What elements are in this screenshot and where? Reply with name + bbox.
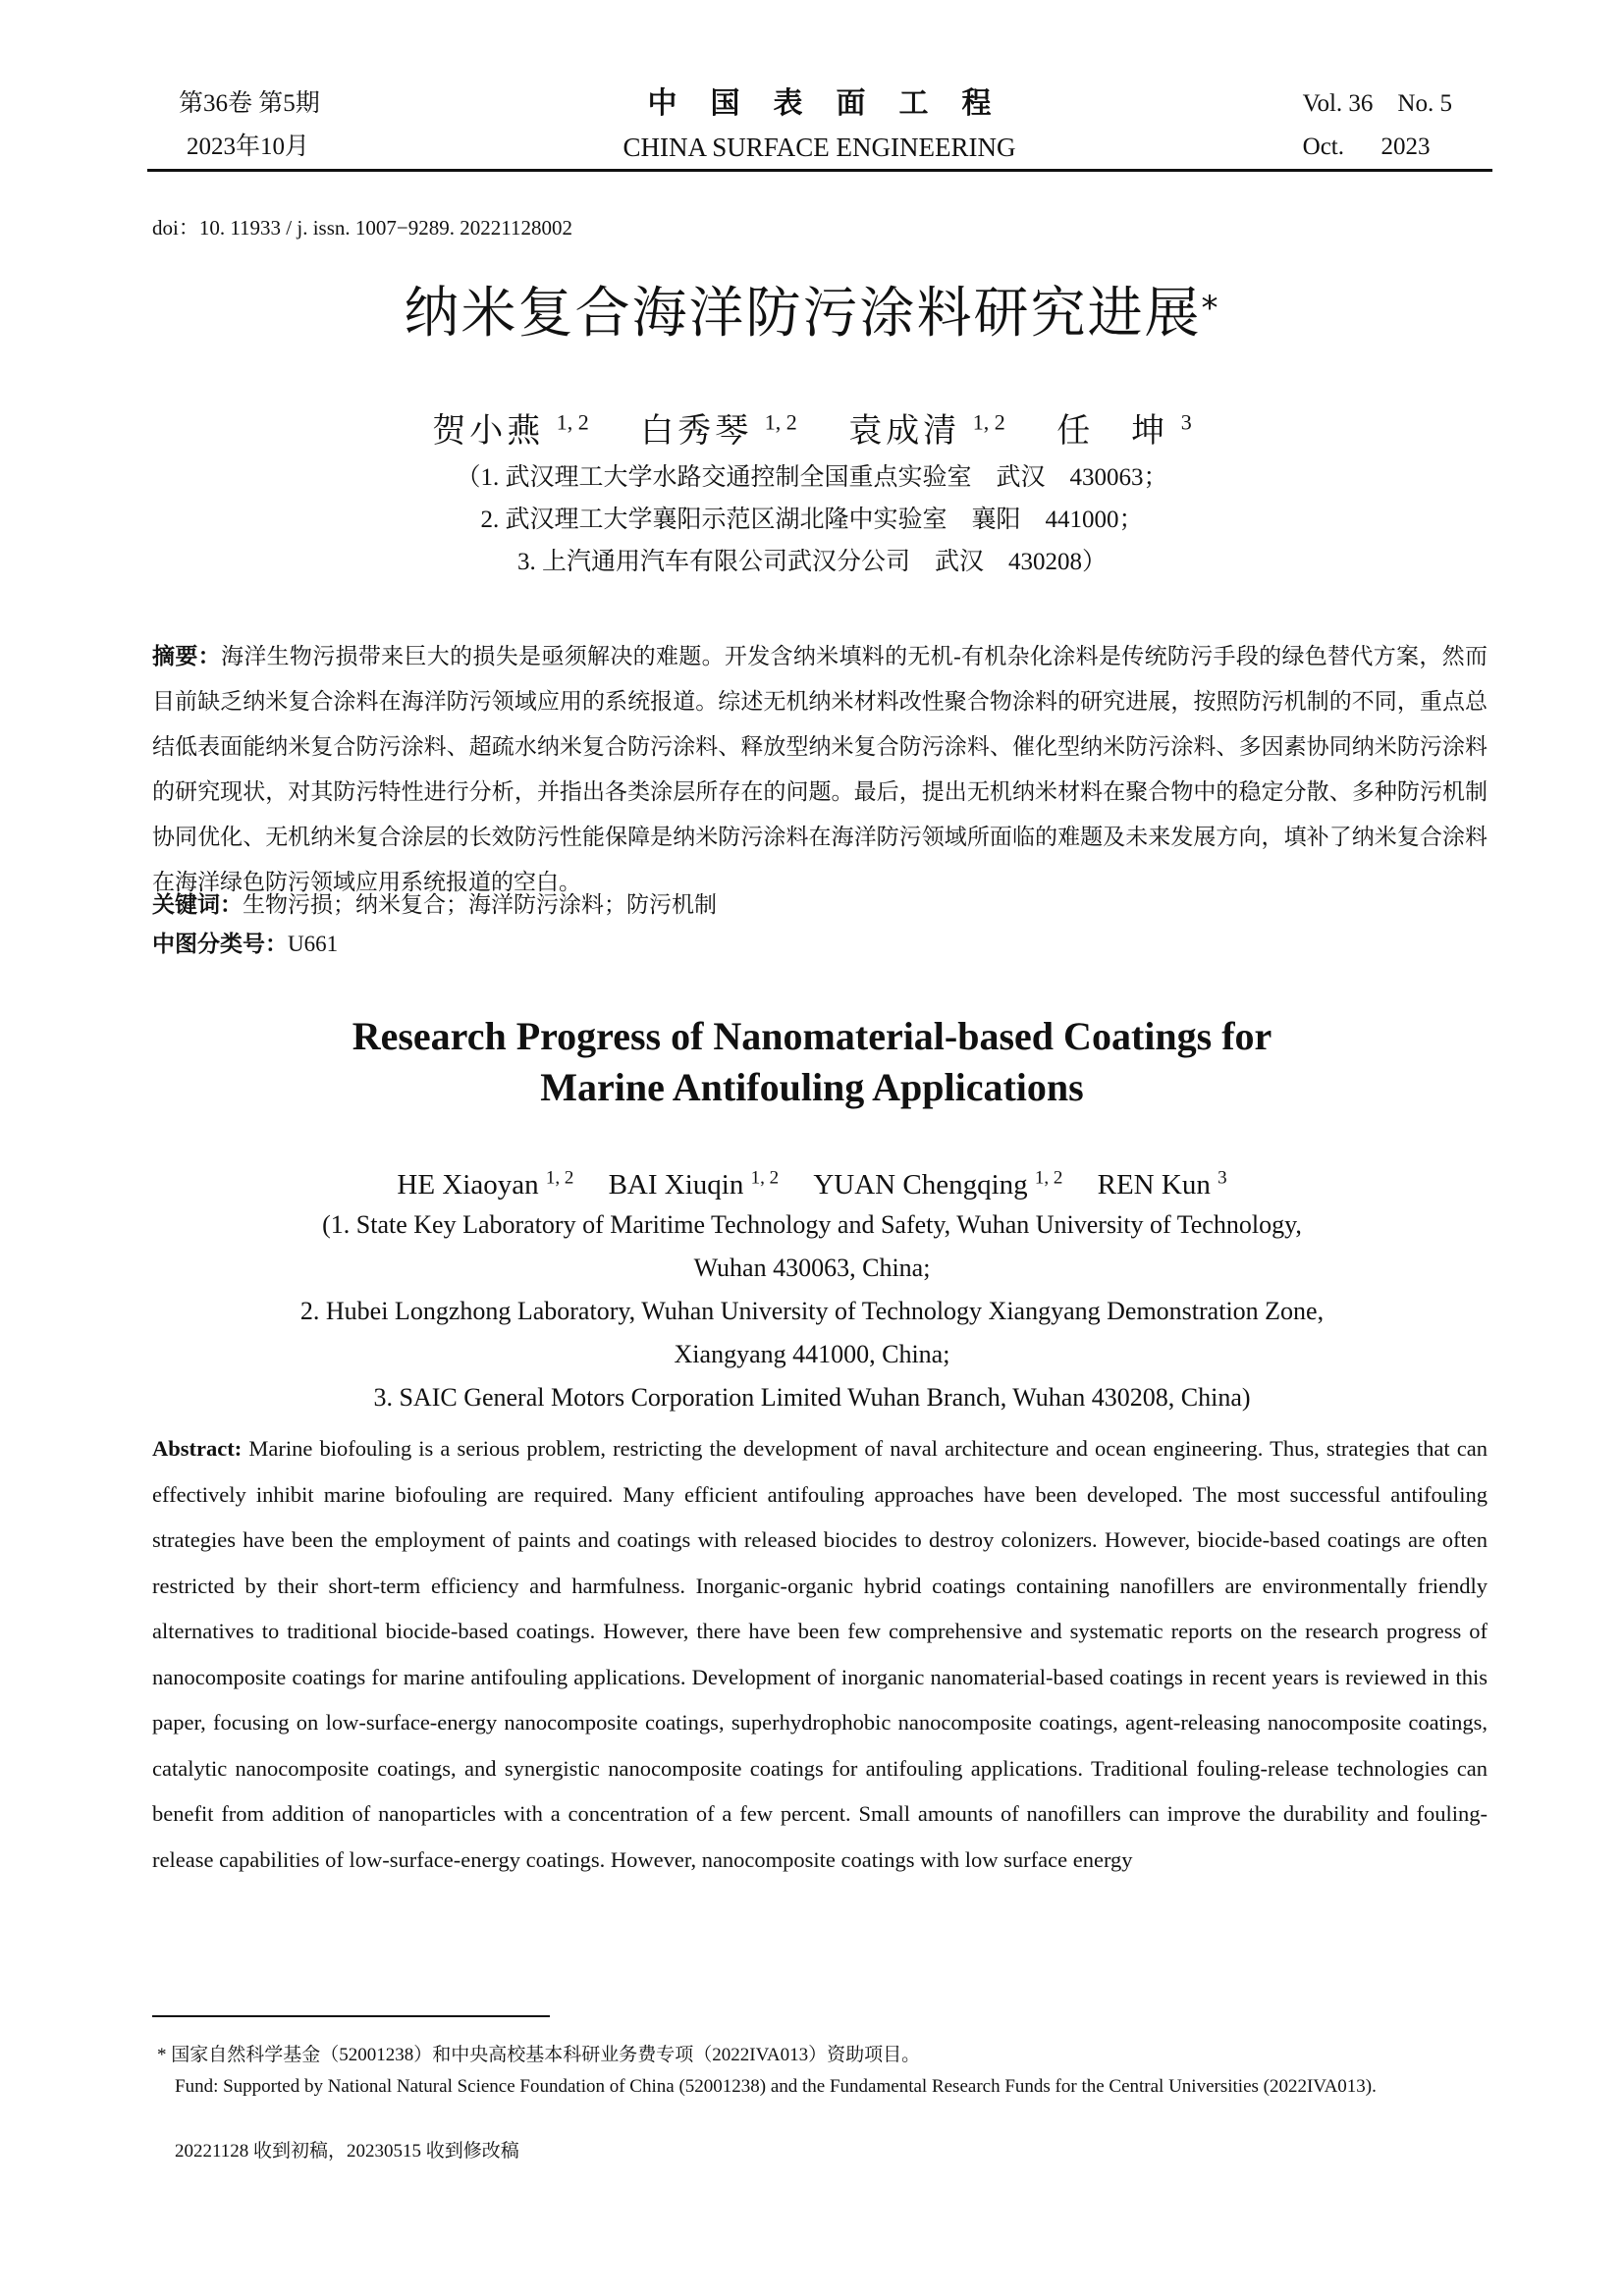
volume-issue-en: Vol. 36 No. 5 — [1302, 90, 1452, 117]
author-cn-affil: 1, 2 — [764, 410, 797, 435]
title-en-line: Research Progress of Nanomaterial-based Coatings for — [352, 1014, 1272, 1058]
author-en — [397, 1169, 573, 1201]
authors-en — [0, 1156, 1624, 1206]
clc-text: U661 — [288, 932, 339, 956]
author-en-name: HE Xiaoyan — [397, 1168, 539, 1201]
author-cn-affil: 3 — [1180, 410, 1192, 435]
author-en — [813, 1169, 1062, 1201]
journal-name-cn: 中国表面工程 — [647, 87, 1025, 120]
affiliation-en: Wuhan 430063, China; — [693, 1254, 931, 1282]
keywords-cn-text: 生物污损；纳米复合；海洋防污涂料；防污机制 — [243, 892, 717, 917]
date-en: Oct. 2023 — [1302, 133, 1431, 160]
date-cn: 2023年10月 — [187, 133, 310, 160]
header-right — [1303, 82, 1452, 169]
running-header — [147, 79, 1491, 169]
affiliation-en: 2. Hubei Longzhong Laboratory, Wuhan University of Technology Xiangyang Demonstration Zone, — [299, 1297, 1325, 1325]
affiliations-en — [0, 1203, 1624, 1419]
authors-cn — [0, 398, 1624, 457]
title-en-line: Marine Antifouling Applications — [540, 1065, 1084, 1109]
author-en-affil: 1, 2 — [545, 1167, 574, 1188]
abstract-cn-text: 海洋生物污损带来巨大的损失是亟须解决的难题。开发含纳米填料的无机-有机杂化涂料是传统防污手段的绿色替代方案，然而目前缺乏纳米复合涂料在海洋防污领域应用的系统报道。综述无机纳米材料改性聚合物涂料的研究进展，按照防污机制的不同，重点总结低表面能纳米复合防污涂料、超疏水纳米复合防污涂料、释放型纳米复合防污涂料、催化型纳米防污涂料、多因素协同纳米防污涂料的研究现状，对其防污特性进行分析，并指出各类涂层所存在的问题。最后，提出无机纳米材料在聚合物中的稳定分散、多种防污机制协同优化、无机纳米复合涂层的长效防污性能保障是纳米防污涂料在海洋防污领域所面临的难题及未来发展方向，填补了纳米复合涂料在海洋绿色防污领域应用系统报道的空白。 — [152, 644, 1488, 894]
footnote-rule — [152, 2015, 550, 2017]
abstract-cn-label: 摘要： — [152, 644, 221, 668]
author-cn-name: 白秀琴 — [640, 413, 753, 451]
affiliation-cn: 2. 武汉理工大学襄阳示范区湖北隆中实验室 襄阳 441000； — [480, 507, 1144, 533]
author-cn-name: 袁成清 — [848, 413, 961, 451]
header-center — [147, 82, 1491, 169]
author-cn-name: 任 坤 — [1056, 413, 1169, 451]
affiliation-cn: （1. 武汉理工大学水路交通控制全国重点实验室 武汉 430063； — [456, 464, 1168, 491]
author-cn — [432, 410, 589, 451]
title-cn — [0, 275, 1624, 353]
author-cn — [640, 410, 797, 451]
author-en — [1098, 1169, 1227, 1201]
footnote-funding-cn: * 国家自然科学基金（52001238）和中央高校基本科研业务费专项（2022IVA013）资助项目。 — [157, 2045, 921, 2065]
author-cn-name: 贺小燕 — [432, 413, 545, 451]
affiliations-cn — [0, 456, 1624, 583]
title-cn-text: 纳米复合海洋防污涂料研究进展 — [404, 282, 1202, 346]
header-rule — [147, 169, 1492, 172]
abstract-cn — [152, 634, 1488, 905]
author-cn-affil: 1, 2 — [556, 410, 589, 435]
affiliation-cn: 3. 上汽通用汽车有限公司武汉分公司 武汉 430208） — [516, 549, 1107, 575]
footnote-received: 20221128 收到初稿，20230515 收到修改稿 — [175, 2141, 519, 2162]
author-cn-affil: 1, 2 — [972, 410, 1005, 435]
abstract-en-text: Marine biofouling is a serious problem, restricting the development of naval architecture and ocean engineering. Thus, strategies that can effectively inhibit marine biofouling are required. Many efficient antifouling approaches have been developed. The most successful antifouling strategies have been the employment of paints and coatings with released biocides to destroy colonizers. However, biocide-based coatings are often restricted by their short-term efficiency and harmfulness. Inorganic-organic hybrid coatings containing nanofillers are environmentally friendly alternatives to traditional biocide-based coatings. However, there have been few comprehensive and systematic reports on the research progress of nanocomposite coatings for marine antifouling applications. Development of inorganic nanomaterial-based coatings in recent years is reviewed in this paper, focusing on low-surface-energy nanocomposite coatings, superhydrophobic nanocomposite coatings, agent-releasing nanocomposite coatings, catalytic nanocomposite coatings, and synergistic nanocomposite coatings for antifouling applications. Traditional fouling-release technologies can benefit from addition of nanoparticles with a concentration of a few percent. Small amounts of nanofillers can improve the durability and fouling-release capabilities of low-surface-energy coatings. However, nanocomposite coatings with low surface energy — [152, 1436, 1488, 1872]
keywords-cn — [152, 885, 717, 925]
volume-issue-cn: 第36卷 第5期 — [179, 90, 320, 117]
clc-label: 中图分类号： — [152, 932, 288, 956]
keywords-cn-label: 关键词： — [152, 892, 243, 917]
author-en-name: REN Kun — [1097, 1168, 1211, 1201]
author-en-affil: 1, 2 — [1034, 1167, 1063, 1188]
clc-number — [152, 925, 338, 964]
footnote-funding-en: Fund: Supported by National Natural Science Foundation of China (52001238) and the Fundamental Research Funds for the Central Universities (2022IVA013). — [175, 2076, 1377, 2097]
author-en-affil: 1, 2 — [750, 1167, 780, 1188]
author-en-name: YUAN Chengqing — [813, 1168, 1028, 1201]
journal-name-en: CHINA SURFACE ENGINEERING — [623, 133, 1016, 162]
abstract-en-label: Abstract: — [152, 1436, 243, 1461]
author-en-name: BAI Xiuqin — [608, 1168, 744, 1201]
affiliation-en: (1. State Key Laboratory of Maritime Technology and Safety, Wuhan University of Technology, — [322, 1210, 1302, 1239]
abstract-en — [152, 1426, 1488, 1883]
affiliation-en: Xiangyang 441000, China; — [674, 1340, 950, 1368]
title-cn-footnote-mark: * — [1201, 289, 1220, 328]
author-en — [609, 1169, 780, 1201]
affiliation-en: 3. SAIC General Motors Corporation Limited Wuhan Branch, Wuhan 430208, China) — [373, 1383, 1251, 1412]
title-en — [0, 1011, 1624, 1113]
doi: doi：10. 11933 / j. issn. 1007−9289. 20221128002 — [152, 216, 572, 240]
author-cn — [1056, 410, 1192, 451]
author-en-affil: 3 — [1218, 1167, 1227, 1188]
author-cn — [848, 410, 1005, 451]
